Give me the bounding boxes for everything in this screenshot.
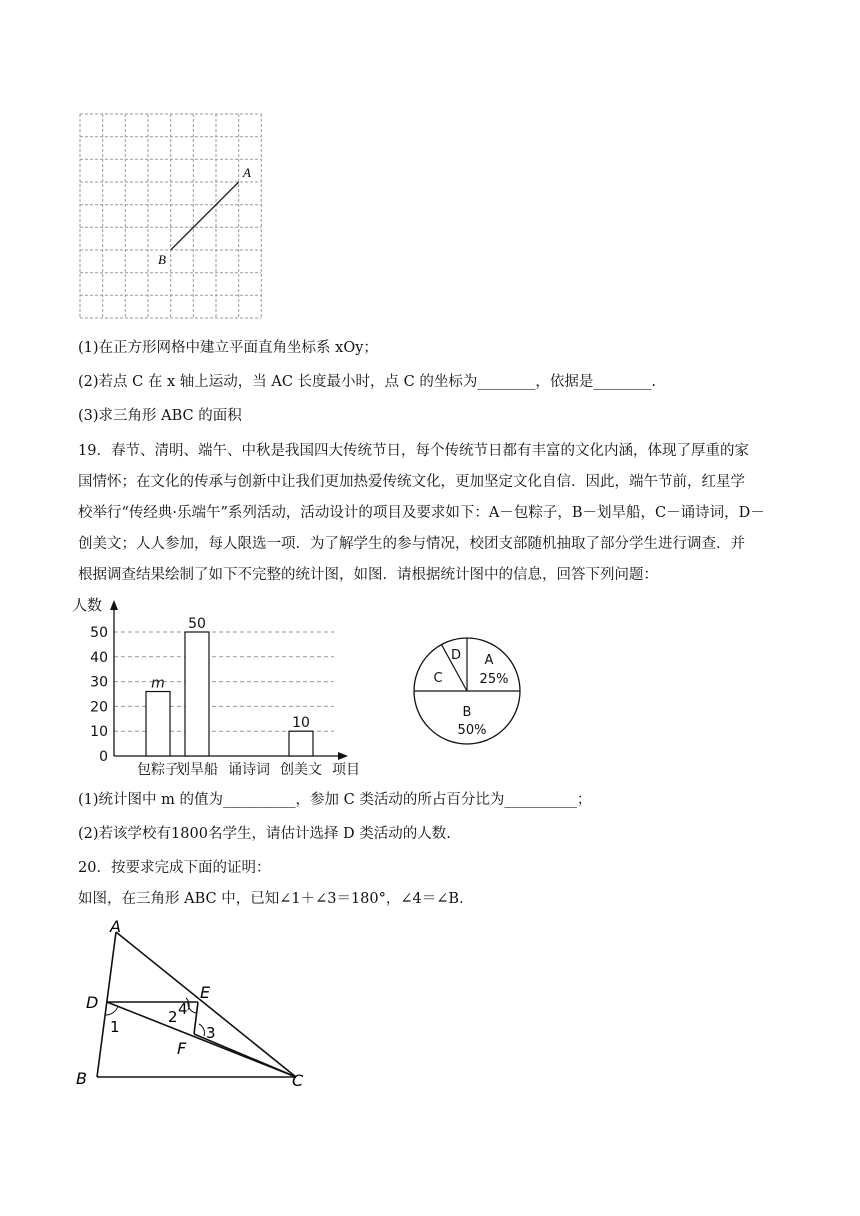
- q19-part2: (2)若该学校有1800名学生，请估计选择 D 类活动的人数.: [78, 826, 451, 842]
- vertex-f-label: F: [177, 1039, 187, 1058]
- angle-1-label: 1: [110, 1018, 120, 1036]
- angle-3-label: 3: [206, 1024, 216, 1042]
- y-axis-arrow: [110, 600, 118, 610]
- y-tick-label: 10: [90, 724, 108, 741]
- bar-data-label: m: [151, 675, 165, 692]
- y-tick-label: 30: [90, 674, 108, 691]
- triangle-figure: [70, 914, 330, 1094]
- vertex-e-label: E: [200, 983, 211, 1002]
- angle-3-arc: [199, 1024, 204, 1036]
- point-b-label: B: [158, 252, 166, 267]
- pie-slice-label-D: D: [450, 648, 462, 663]
- vertex-a-label: A: [110, 917, 121, 936]
- y-tick-label: 40: [90, 649, 108, 666]
- bar-划旱船: [185, 632, 209, 756]
- segment-ab: [171, 182, 239, 250]
- q19-part1: (1)统计图中 m 的值为__________，参加 C 类活动的所占百分比为__________；: [78, 792, 592, 808]
- bar-创美文: [289, 731, 313, 756]
- y-tick-label: 50: [90, 625, 108, 641]
- q19-text-line4: 创美文；人人参加，每人限选一项．为了解学生的参与情况，校团支部随机抽取了部分学生进行调查．并: [78, 536, 745, 552]
- q19-text-line1: 19．春节、清明、端午、中秋是我国四大传统节日，每个传统节日都有丰富的文化内涵，体现了厚重的家: [78, 443, 749, 459]
- pie-slice-label-C: C: [433, 671, 443, 686]
- q18-part2: (2)若点 C 在 x 轴上运动，当 AC 长度最小时，点 C 的坐标为________，依据是________.: [78, 374, 656, 390]
- q18-part1: (1)在正方形网格中建立平面直角坐标系 xOy；: [78, 340, 378, 356]
- bar-chart: [70, 596, 370, 782]
- y-tick-label: 20: [90, 699, 108, 716]
- vertex-b-label: B: [76, 1069, 87, 1088]
- vertex-d-label: D: [86, 993, 99, 1012]
- q20-title: 20．按要求完成下面的证明：: [78, 860, 271, 876]
- pie-slice-label-B: B: [462, 705, 472, 720]
- bar-包粽子: [146, 692, 170, 756]
- q19-text-line5: 根据调查结果绘制了如下不完整的统计图，如图．请根据统计图中的信息，回答下列问题：: [78, 567, 658, 583]
- q19-text-line2: 国情怀；在文化的传承与创新中让我们更加热爱传统文化，更加坚定文化自信．因此，端午节前，红星学: [78, 474, 745, 490]
- segment-ef: [194, 1002, 198, 1034]
- pie-chart: [410, 634, 524, 748]
- grid-lines: [80, 114, 261, 318]
- grid-figure: [78, 112, 268, 324]
- pie-slice-label-A: A: [484, 653, 494, 668]
- q20-given: 如图，在三角形 ABC 中，已知∠1＋∠3＝180°，∠4＝∠B．: [78, 891, 474, 907]
- bar-data-label: 50: [188, 616, 206, 632]
- q18-part3: (3)求三角形 ABC 的面积: [78, 408, 242, 424]
- x-axis-label: 项目: [332, 762, 360, 778]
- x-category-label: 创美文: [280, 762, 322, 778]
- vertex-c-label: C: [292, 1071, 304, 1090]
- y-axis-label: 人数: [72, 596, 103, 614]
- x-axis-arrow: [338, 752, 348, 760]
- angle-2-label: 2: [168, 1008, 178, 1026]
- point-a-label: A: [243, 165, 251, 180]
- angle-1-arc: [105, 1006, 118, 1015]
- angle-4-label: 4: [178, 1000, 188, 1018]
- x-category-label: 诵诗词: [228, 762, 270, 778]
- x-category-label: 划旱船: [176, 762, 218, 778]
- q19-text-line3: 校举行“传经典·乐端午”系列活动，活动设计的项目及要求如下：A－包粽子，B－划旱船，C－诵诗词，D－: [78, 505, 765, 521]
- pie-slice-percent-A: 25%: [479, 672, 509, 687]
- side-ac: [116, 932, 296, 1077]
- y-tick-label: 0: [99, 749, 108, 765]
- pie-slice-percent-B: 50%: [457, 723, 487, 738]
- bar-data-label: 10: [292, 715, 310, 732]
- x-category-label: 包粽子: [137, 762, 179, 778]
